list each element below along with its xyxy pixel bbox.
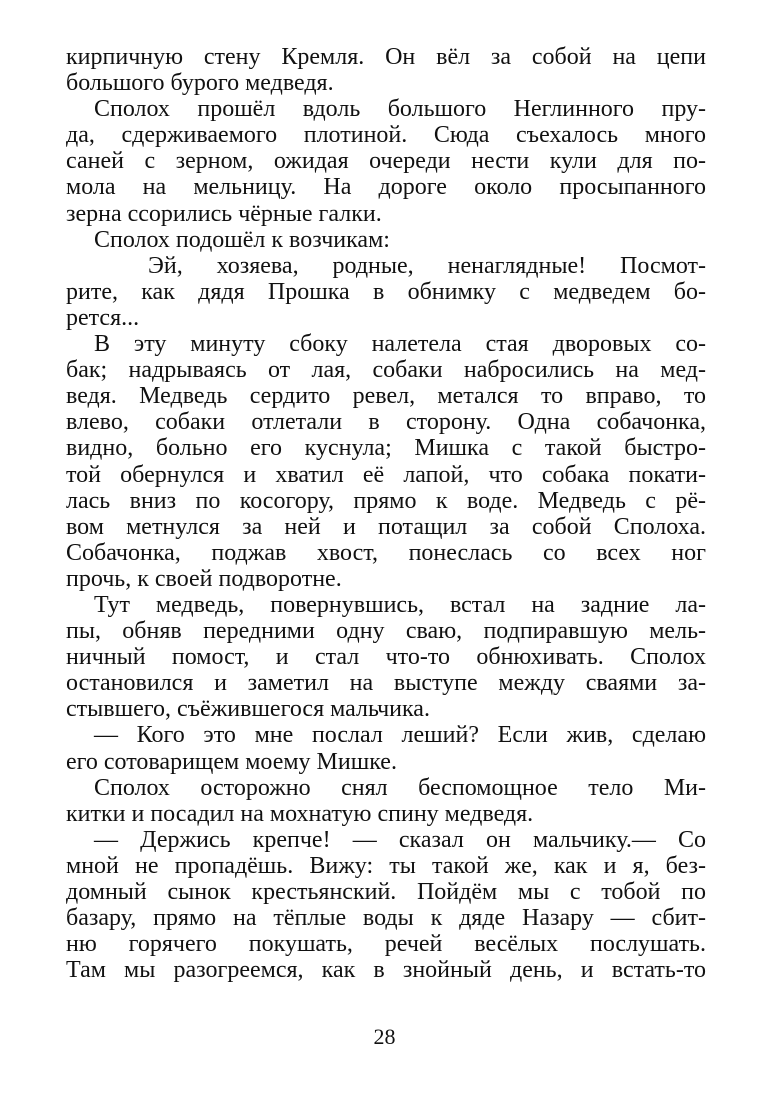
text-line: — Кого это мне послал леший? Если жив, сделаю (94, 722, 706, 749)
text-line: рите, как дядя Прошка в обнимку с медведем бо- (66, 278, 706, 305)
page-text (66, 44, 706, 983)
text-line: мной не пропадёшь. Вижу: ты такой же, как и я, без- (66, 852, 706, 879)
text-line: вом метнулся за ней и потащил за собой Сполоха. (66, 513, 706, 540)
text-line: ничный помост, и стал что-то обнюхивать. Сполох (66, 644, 706, 671)
text-line: лась вниз по косогору, прямо к воде. Медведь с рё- (66, 487, 706, 514)
text-line: кирпичную стену Кремля. Он вёл за собой на цепи (66, 44, 706, 70)
text-line: зерна ссорились чёрные галки. (66, 200, 382, 227)
text-line: Сполох прошёл вдоль большого Неглинного пру- (94, 96, 706, 123)
text-line: рется... (66, 304, 140, 331)
text-line: домный сынок крестьянский. Пойдём мы с тобой по (66, 879, 706, 905)
text-line: ню горячего покушать, речей весёлых послушать. (66, 931, 706, 958)
text-line: видно, больно его куснула; Мишка с такой быстро- (66, 435, 706, 462)
text-line: да, сдерживаемого плотиной. Сюда съехалось много (66, 122, 706, 149)
text-line: китки и посадил на мохнатую спину медведя. (66, 800, 534, 827)
text-line: саней с зерном, ожидая очереди нести кули для по- (66, 148, 706, 175)
text-line: мола на мельницу. На дороге около просыпанного (66, 174, 706, 201)
text-line: прочь, к своей подворотне. (66, 565, 342, 592)
text-line: — Держись крепче! — сказал он мальчику.— Со (94, 826, 706, 853)
text-line: той обернулся и хватил её лапой, что собака покати- (66, 461, 706, 488)
text-line: стывшего, съёжившегося мальчика. (66, 696, 430, 723)
text-line: ведя. Медведь сердито ревел, метался то вправо, то (66, 383, 706, 410)
text-line: Сполох осторожно снял беспомощное тело Ми- (94, 774, 706, 801)
text-line: его сотоварищем моему Мишке. (66, 748, 397, 775)
page-number: 28 (373, 1024, 396, 1049)
text-line: В эту минуту сбоку налетела стая дворовых со- (94, 331, 706, 358)
text-line: Тут медведь, повернувшись, встал на задние ла- (94, 591, 706, 618)
text-line: Собачонка, поджав хвост, понеслась со всех ног (66, 539, 706, 566)
text-line: бак; надрываясь от лая, собаки набросились на мед- (66, 357, 706, 384)
text-line: пы, обняв передними одну сваю, подпиравшую мель- (66, 618, 706, 645)
text-line: базару, прямо на тёплые воды к дяде Назару — сбит- (66, 905, 706, 932)
text-line: влево, собаки отлетали в сторону. Одна собачонка, (66, 409, 706, 436)
text-line: Эй, хозяева, родные, ненаглядные! Посмот- (148, 252, 706, 279)
text-line: Там мы разогреемся, как в знойный день, и встать-то (66, 957, 706, 984)
text-line: Сполох подошёл к возчикам: (94, 226, 390, 253)
text-line: остановился и заметил на выступе между сваями за- (66, 670, 706, 697)
text-line: большого бурого медведя. (66, 70, 334, 97)
